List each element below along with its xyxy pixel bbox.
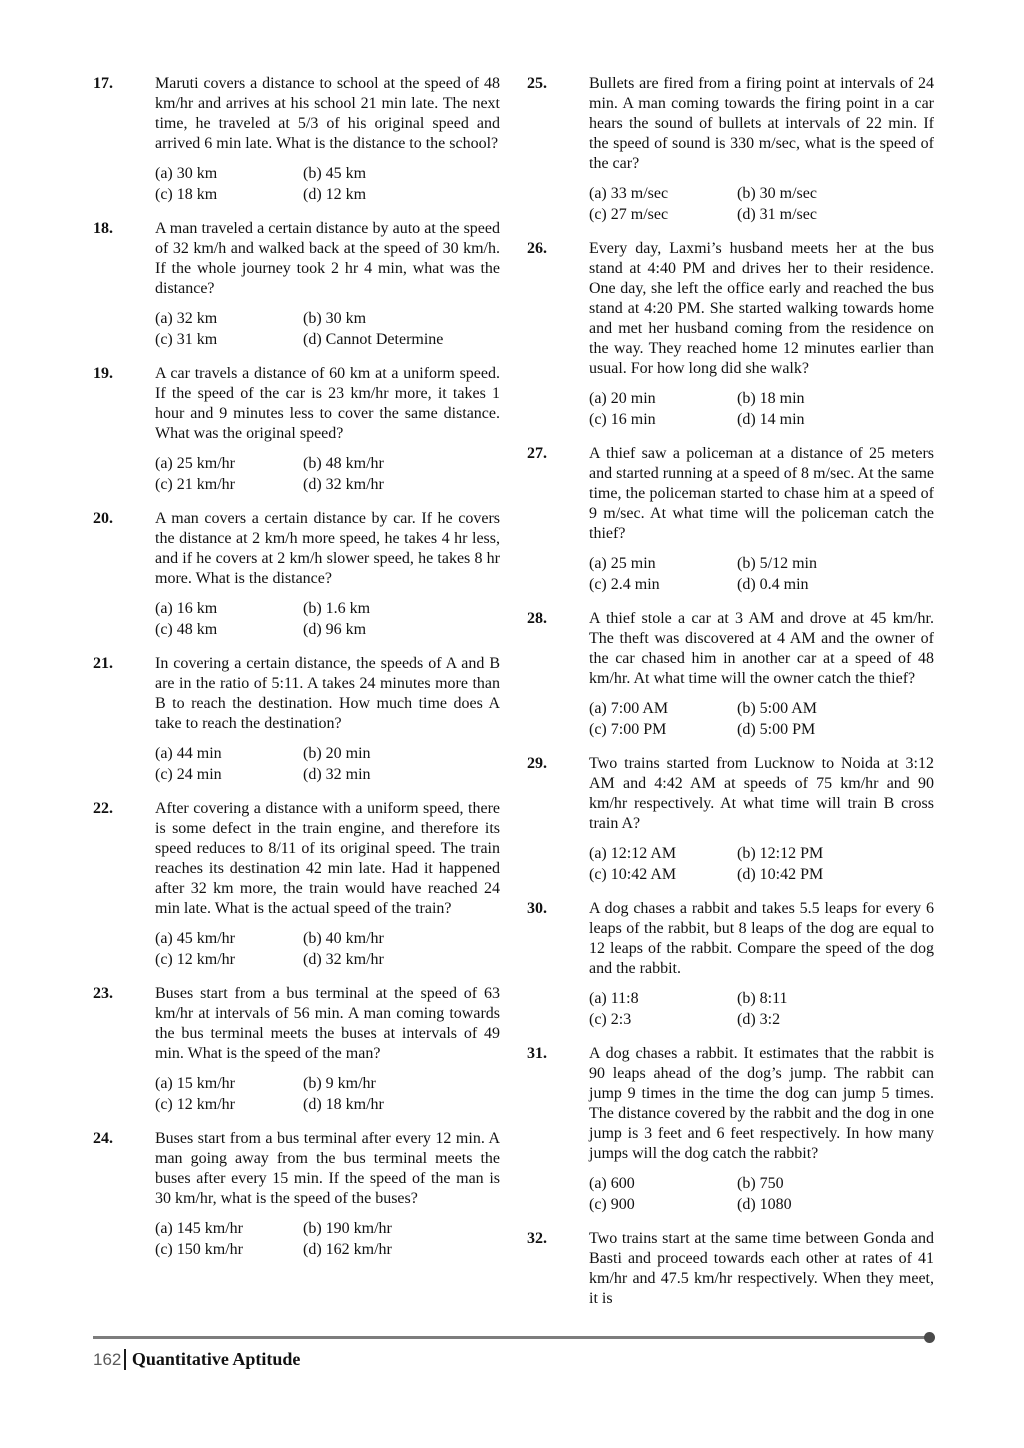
option-c: (c) 900: [589, 1196, 635, 1213]
question-number: 24.: [93, 1130, 113, 1147]
options-grid: [155, 598, 500, 640]
option-d: (d) 32 km/hr: [303, 951, 384, 968]
option-a: (a) 145 km/hr: [155, 1220, 243, 1237]
footer-rule-dot: [924, 1332, 935, 1343]
option-a: (a) 12:12 AM: [589, 845, 677, 862]
option-d: (d) 14 min: [737, 411, 805, 428]
question-number: 26.: [527, 240, 547, 257]
option-c: (c) 18 km: [155, 186, 218, 203]
option-a: (a) 7:00 AM: [589, 700, 669, 717]
question-block: [93, 509, 500, 640]
option-b: (b) 20 min: [303, 745, 371, 762]
question-body: [155, 1129, 500, 1260]
question-number: 23.: [93, 985, 113, 1002]
option-a: (a) 15 km/hr: [155, 1075, 235, 1092]
option-b: (b) 1.6 km: [303, 600, 371, 617]
option-b: (b) 48 km/hr: [303, 455, 384, 472]
footer-rule: [93, 1332, 935, 1343]
options-grid: [155, 743, 500, 785]
option-a: (a) 44 min: [155, 745, 222, 762]
option-c: (c) 12 km/hr: [155, 1096, 235, 1113]
question-number: 25.: [527, 75, 547, 92]
question-block: [93, 799, 500, 970]
question-number: 22.: [93, 800, 113, 817]
option-c: (c) 16 min: [589, 411, 656, 428]
option-b: (b) 8:11: [737, 990, 788, 1007]
question-text: Buses start from a bus terminal at the speed of 63 km/hr at intervals of 56 min. A man coming towards the bus terminal meets the buses at intervals of 49 min. What is the speed of the man?: [155, 985, 500, 1062]
question-number: 21.: [93, 655, 113, 672]
option-d: (d) 3:2: [737, 1011, 781, 1028]
question-body: [155, 509, 500, 640]
option-d: (d) Cannot Determine: [303, 331, 444, 348]
question-body: [589, 754, 934, 885]
footer: [93, 1332, 935, 1370]
option-d: (d) 18 km/hr: [303, 1096, 384, 1113]
options-grid: [589, 553, 934, 595]
option-a: (a) 20 min: [589, 390, 656, 407]
question-block: [93, 1129, 500, 1260]
footer-page-number: 162: [93, 1349, 122, 1369]
option-b: (b) 30 m/sec: [737, 185, 817, 202]
option-a: (a) 45 km/hr: [155, 930, 235, 947]
question-text: Maruti covers a distance to school at the speed of 48 km/hr and arrives at his school 21 min late. The next time, he traveled at 5/3 of his original speed and arrived 6 min late. What is the distance to the school?: [155, 75, 500, 152]
option-c: (c) 27 m/sec: [589, 206, 669, 223]
options-grid: [589, 183, 934, 225]
content-columns: [93, 74, 935, 1323]
question-body: [155, 984, 500, 1115]
options-grid: [589, 388, 934, 430]
question-block: [527, 444, 935, 595]
footer-rule-line: [93, 1336, 926, 1339]
option-c: (c) 24 min: [155, 766, 222, 783]
question-text: A car travels a distance of 60 km at a uniform speed. If the speed of the car is 23 km/hr more, it takes 1 hour and 9 minutes less to cover the same distance. What was the original speed?: [155, 365, 500, 442]
question-text: In covering a certain distance, the speeds of A and B are in the ratio of 5:11. A takes 24 minutes more than B to reach the destination. How much time does A take to reach the destination?: [155, 655, 500, 732]
question-block: [93, 984, 500, 1115]
question-block: [527, 239, 935, 430]
option-d: (d) 96 km: [303, 621, 367, 638]
question-block: [527, 609, 935, 740]
column-left: [93, 74, 500, 1323]
footer-text: [93, 1349, 935, 1370]
question-block: [527, 754, 935, 885]
option-a: (a) 11:8: [589, 990, 639, 1007]
option-b: (b) 12:12 PM: [737, 845, 824, 862]
options-grid: [589, 988, 934, 1030]
options-grid: [155, 308, 500, 350]
question-body: [589, 899, 934, 1030]
option-c: (c) 2.4 min: [589, 576, 660, 593]
option-b: (b) 9 km/hr: [303, 1075, 376, 1092]
question-body: [589, 444, 934, 595]
question-body: [589, 1229, 934, 1309]
option-b: (b) 5:00 AM: [737, 700, 817, 717]
question-body: [589, 609, 934, 740]
question-number: 32.: [527, 1230, 547, 1247]
question-body: [589, 239, 934, 430]
option-a: (a) 600: [589, 1175, 635, 1192]
option-c: (c) 10:42 AM: [589, 866, 677, 883]
question-body: [155, 799, 500, 970]
question-body: [155, 219, 500, 350]
options-grid: [155, 1218, 500, 1260]
option-b: (b) 30 km: [303, 310, 367, 327]
question-text: Bullets are fired from a firing point at intervals of 24 min. A man coming towards the firing point in a car hears the sound of bullets at intervals of 22 min. If the speed of sound is 330 m/sec, what is the speed of the car?: [589, 75, 934, 172]
option-d: (d) 5:00 PM: [737, 721, 816, 738]
question-number: 17.: [93, 75, 113, 92]
option-b: (b) 190 km/hr: [303, 1220, 392, 1237]
option-d: (d) 10:42 PM: [737, 866, 824, 883]
question-block: [527, 74, 935, 225]
column-right: [527, 74, 935, 1323]
question-number: 19.: [93, 365, 113, 382]
options-grid: [155, 928, 500, 970]
option-a: (a) 25 km/hr: [155, 455, 235, 472]
option-b: (b) 45 km: [303, 165, 367, 182]
option-a: (a) 25 min: [589, 555, 656, 572]
option-c: (c) 31 km: [155, 331, 218, 348]
footer-book-title: Quantitative Aptitude: [131, 1349, 301, 1369]
option-d: (d) 32 min: [303, 766, 371, 783]
question-text: Buses start from a bus terminal after every 12 min. A man going away from the bus terminal meets the buses after every 15 min. If the speed of the man is 30 km/hr, what is the speed of the buses?: [155, 1130, 500, 1207]
option-d: (d) 31 m/sec: [737, 206, 817, 223]
question-block: [93, 219, 500, 350]
question-number: 20.: [93, 510, 113, 527]
options-grid: [589, 698, 934, 740]
option-b: (b) 5/12 min: [737, 555, 817, 572]
question-body: [155, 654, 500, 785]
options-grid: [589, 1173, 934, 1215]
question-number: 30.: [527, 900, 547, 917]
option-c: (c) 21 km/hr: [155, 476, 235, 493]
question-text: A man traveled a certain distance by auto at the speed of 32 km/h and walked back at the speed of 30 km/h. If the whole journey took 2 hr 4 min, what was the distance?: [155, 220, 500, 297]
question-text: A dog chases a rabbit. It estimates that the rabbit is 90 leaps ahead of the dog’s jump. The rabbit can jump 9 times in the time the dog can jump 5 times. The distance covered by the rabbit and the dog in one jump is 3 feet and 6 feet respectively. In how many jumps will the dog catch the rabbit?: [589, 1045, 934, 1162]
question-text: A thief saw a policeman at a distance of 25 meters and started running at a speed of 8 m/sec. At the same time, the policeman started to chase him at a speed of 9 m/sec. At what time will the policeman catch the thief?: [589, 445, 934, 542]
question-number: 29.: [527, 755, 547, 772]
question-number: 31.: [527, 1045, 547, 1062]
option-c: (c) 7:00 PM: [589, 721, 667, 738]
option-a: (a) 16 km: [155, 600, 218, 617]
option-c: (c) 2:3: [589, 1011, 632, 1028]
option-b: (b) 40 km/hr: [303, 930, 384, 947]
question-block: [93, 74, 500, 205]
option-d: (d) 12 km: [303, 186, 367, 203]
question-block: [527, 1229, 935, 1309]
option-c: (c) 48 km: [155, 621, 218, 638]
option-c: (c) 150 km/hr: [155, 1241, 243, 1258]
option-b: (b) 750: [737, 1175, 784, 1192]
options-grid: [155, 1073, 500, 1115]
question-text: Every day, Laxmi’s husband meets her at the bus stand at 4:40 PM and drives her to their residence. One day, she left the office early and reached the bus stand at 4:20 PM. She started walking towards home and met her husband coming from the residence on the way. They reached home 12 minutes earlier than usual. For how long did she walk?: [589, 240, 934, 377]
question-text: Two trains started from Lucknow to Noida at 3:12 AM and 4:42 AM at speeds of 75 km/hr and 90 km/hr respectively. At what time will train B cross train A?: [589, 755, 934, 832]
option-a: (a) 30 km: [155, 165, 218, 182]
option-d: (d) 0.4 min: [737, 576, 809, 593]
question-text: A thief stole a car at 3 AM and drove at 45 km/hr. The theft was discovered at 4 AM and the owner of the car chased him in another car at a speed of 48 km/hr. At what time will the owner catch the thief?: [589, 610, 934, 687]
option-a: (a) 32 km: [155, 310, 218, 327]
option-a: (a) 33 m/sec: [589, 185, 669, 202]
options-grid: [155, 453, 500, 495]
options-grid: [589, 843, 934, 885]
question-body: [155, 74, 500, 205]
option-c: (c) 12 km/hr: [155, 951, 235, 968]
option-b: (b) 18 min: [737, 390, 805, 407]
question-block: [527, 1044, 935, 1215]
footer-divider: [124, 1349, 126, 1370]
question-number: 28.: [527, 610, 547, 627]
question-body: [155, 364, 500, 495]
question-body: [589, 74, 934, 225]
question-number: 18.: [93, 220, 113, 237]
option-d: (d) 1080: [737, 1196, 792, 1213]
question-block: [93, 654, 500, 785]
option-d: (d) 32 km/hr: [303, 476, 384, 493]
question-block: [527, 899, 935, 1030]
question-body: [589, 1044, 934, 1215]
question-text: After covering a distance with a uniform speed, there is some defect in the train engine, and therefore its speed reduces to 8/11 of its original speed. The train reaches its destination 42 min late. Had it happened after 32 km more, the train would have reached 24 min late. What is the actual speed of the train?: [155, 800, 500, 917]
options-grid: [155, 163, 500, 205]
question-text: Two trains start at the same time between Gonda and Basti and proceed towards each other at rates of 41 km/hr and 47.5 km/hr respectively. When they meet, it is: [589, 1230, 934, 1307]
question-text: A man covers a certain distance by car. If he covers the distance at 2 km/h more speed, he takes 4 hr less, and if he covers at 2 km/h slower speed, he takes 8 hr more. What is the distance?: [155, 510, 500, 587]
question-block: [93, 364, 500, 495]
option-d: (d) 162 km/hr: [303, 1241, 392, 1258]
question-number: 27.: [527, 445, 547, 462]
question-text: A dog chases a rabbit and takes 5.5 leaps for every 6 leaps of the rabbit, but 8 leaps of the dog are equal to 12 leaps of the rabbit. Compare the speed of the dog and the rabbit.: [589, 900, 934, 977]
